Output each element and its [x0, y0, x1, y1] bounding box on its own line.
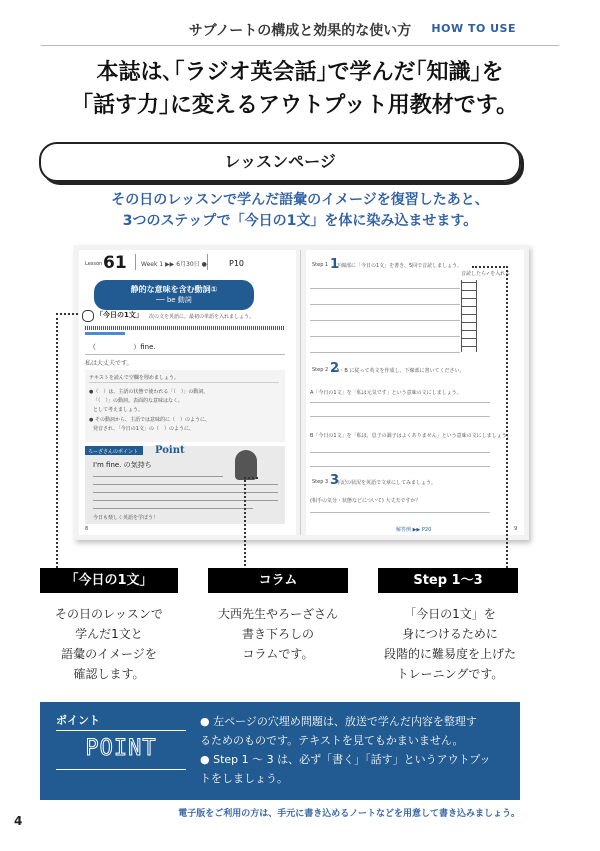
desc-line: 語彙のイメージを [61, 647, 157, 661]
lesson-page-pill: レッスンページ [39, 142, 521, 182]
callout-desc-steps [372, 604, 528, 684]
header-sep2 [207, 254, 208, 270]
rule [310, 402, 490, 403]
step2-a: A「今日の1文」を「私は元気です」という意味の文にしましょう。 [310, 390, 462, 396]
step2-text: A・B に従って英文を作成し、下線部に書いてください。 [336, 368, 465, 374]
lead-line1: その日のレッスンで学んだ語彙のイメージを復習したあと、 [111, 192, 489, 208]
step3-label: Step 3 [312, 479, 329, 485]
footer-ref: 解答例 ▶▶ P20 [396, 527, 432, 533]
left-page-number: 8 [85, 526, 89, 532]
step1-text: 下線部に「今日の1文」を書き、5回で音読しましょう。 [336, 263, 463, 269]
connector-left [56, 313, 78, 568]
step2-badge-num: 2 [330, 361, 340, 376]
book-spread [74, 245, 529, 540]
text-hint: テキストを読んで空欄を埋めましょう。 [89, 375, 179, 381]
step1-label: Step 1 [312, 262, 329, 268]
main-title-line2: ｢話す力｣に変えるアウトプット用教材です。 [81, 93, 519, 118]
topic-box [94, 280, 254, 310]
rule [310, 352, 460, 353]
left-page [79, 250, 296, 535]
rule [89, 382, 279, 383]
main-title-line1: 本誌は､｢ラジオ英会話｣で学んだ｢知識｣を [96, 60, 504, 85]
rule [85, 354, 285, 355]
panel-line: ● Step 1 〜 3 は、必ず「書く」「話す」というアウトプッ [200, 753, 491, 766]
rule [93, 500, 278, 501]
callout-desc-column [200, 604, 356, 664]
today-label: 「今日の1文」 [96, 311, 143, 319]
desc-line: 身につけるために [402, 627, 498, 641]
desc-line: 「今日の1文」を [404, 607, 496, 621]
lesson-label: Lesson [85, 261, 103, 267]
connector-right [472, 266, 508, 568]
desc-line: 段階的に難易度を上げた [383, 647, 516, 661]
bullet1-cont: 「（ ）」の動詞。表面的な意味はなく、 [93, 398, 183, 404]
panel-line: ● 左ページの穴埋め問題は、放送で学んだ内容を整理す [200, 715, 477, 728]
callout-label-steps: Step 1〜3 [378, 568, 518, 593]
desc-line: 大西先生やろーざさん [217, 607, 338, 621]
step3-badge-num: 3 [330, 473, 340, 488]
bullet1: ●（ ）は、主語の状態で使われる「（ ）」の動詞。 [89, 389, 209, 395]
topic-title: 静的な意味を含む動詞① [130, 285, 218, 294]
rule [310, 288, 460, 289]
audio-icon [82, 310, 94, 322]
step1-badge: 音読したら✓を入れる [461, 271, 511, 277]
point-tag: ろーざさんのポイント [88, 449, 139, 455]
step3-text: 下記の状況を英語で文章にしてみましょう。 [336, 480, 437, 486]
step2-b: B「今日の1文」を「私は、息子の調子はよくありません」という意味の文にしましょう。 [310, 433, 512, 439]
desc-line: 確認します。 [73, 667, 145, 681]
footnote: 電子版をご利用の方は、手元に書き込めるノートなどを用意して書き込みましょう。 [178, 809, 520, 819]
lesson-number: 61 [103, 253, 127, 273]
bullet2-cont: 発音され、「今日の1文」の（ ）のように、 [93, 426, 194, 432]
panel-line: トをしましょう。 [200, 772, 288, 785]
header-sep [135, 254, 136, 270]
right-page-number: 9 [514, 526, 518, 532]
panel-rule-top [56, 730, 186, 731]
rule [310, 304, 460, 305]
panel-rule-bottom [56, 769, 186, 770]
point-logo: POINT [85, 736, 157, 761]
desc-line: トレーニングです。 [396, 667, 504, 681]
section-title: サブノートの構成と効果的な使い方 [188, 23, 412, 39]
desc-line: コラムです。 [242, 647, 314, 661]
author-photo [235, 450, 257, 480]
book-gutter [300, 250, 301, 535]
topic-sub: ── be 動詞 [156, 296, 192, 304]
desc-line: 書き下ろしの [241, 627, 314, 641]
rule [93, 484, 278, 485]
exercise-area [85, 370, 285, 442]
step3-q: (相手の気分・状態などについて) 大丈夫ですか？ [310, 498, 421, 504]
barcode-strip [85, 326, 285, 330]
callout-desc-today [40, 604, 178, 684]
rule [310, 416, 490, 417]
callout-label-today: 「今日の1文」 [40, 568, 178, 593]
rule [310, 336, 460, 337]
lesson-page-lead [0, 190, 600, 232]
point-word: Point [155, 445, 185, 456]
header-divider [41, 45, 559, 46]
desc-line: 学んだ1文と [75, 627, 143, 641]
page-number: 4 [14, 814, 23, 828]
section-en-label: HOW TO USE [431, 22, 516, 35]
blank-sentence: （ ）fine. [89, 343, 156, 351]
main-title [0, 56, 600, 122]
rule [93, 508, 253, 509]
connector-mid-h [244, 477, 258, 479]
point-panel [40, 702, 520, 800]
rule [93, 476, 223, 477]
rule [310, 320, 460, 321]
bullet1-cont2: として考えましょう。 [93, 407, 144, 413]
ref-page: P10 [229, 259, 245, 268]
week-info: Week 1 ▶▶ 6月30日 ● [141, 261, 207, 268]
panel-tag: ポイント [56, 714, 100, 727]
connector-mid [244, 477, 246, 566]
blue-strip [85, 332, 125, 335]
point-footer: 今日も楽しく英語を学ぼう！ [93, 515, 159, 521]
panel-text [200, 712, 510, 788]
rule [310, 466, 490, 467]
rule [310, 452, 490, 453]
step1-badge-num: 1 [330, 257, 340, 272]
step2-label: Step 2 [312, 367, 329, 373]
callout-label-column: コラム [208, 568, 348, 593]
jp-sentence: 私は大丈夫です。 [85, 360, 133, 367]
today-hint: 次の文を英語に。最初の単語を入れましょう。 [149, 314, 255, 320]
bullet2: ● その動詞から、主語では意味的に（ ）のように、 [89, 417, 210, 423]
point-heading: I'm fine. の気持ち [93, 461, 152, 469]
lead-line2: 3つのステップで「今日の1文」を体に染み込ませます。 [122, 213, 478, 229]
rule [93, 492, 278, 493]
column-box [85, 446, 285, 524]
panel-line: るためのものです。テキストを見てもかまいません。 [200, 734, 464, 747]
desc-line: その日のレッスンで [55, 607, 163, 621]
rule [310, 512, 490, 513]
